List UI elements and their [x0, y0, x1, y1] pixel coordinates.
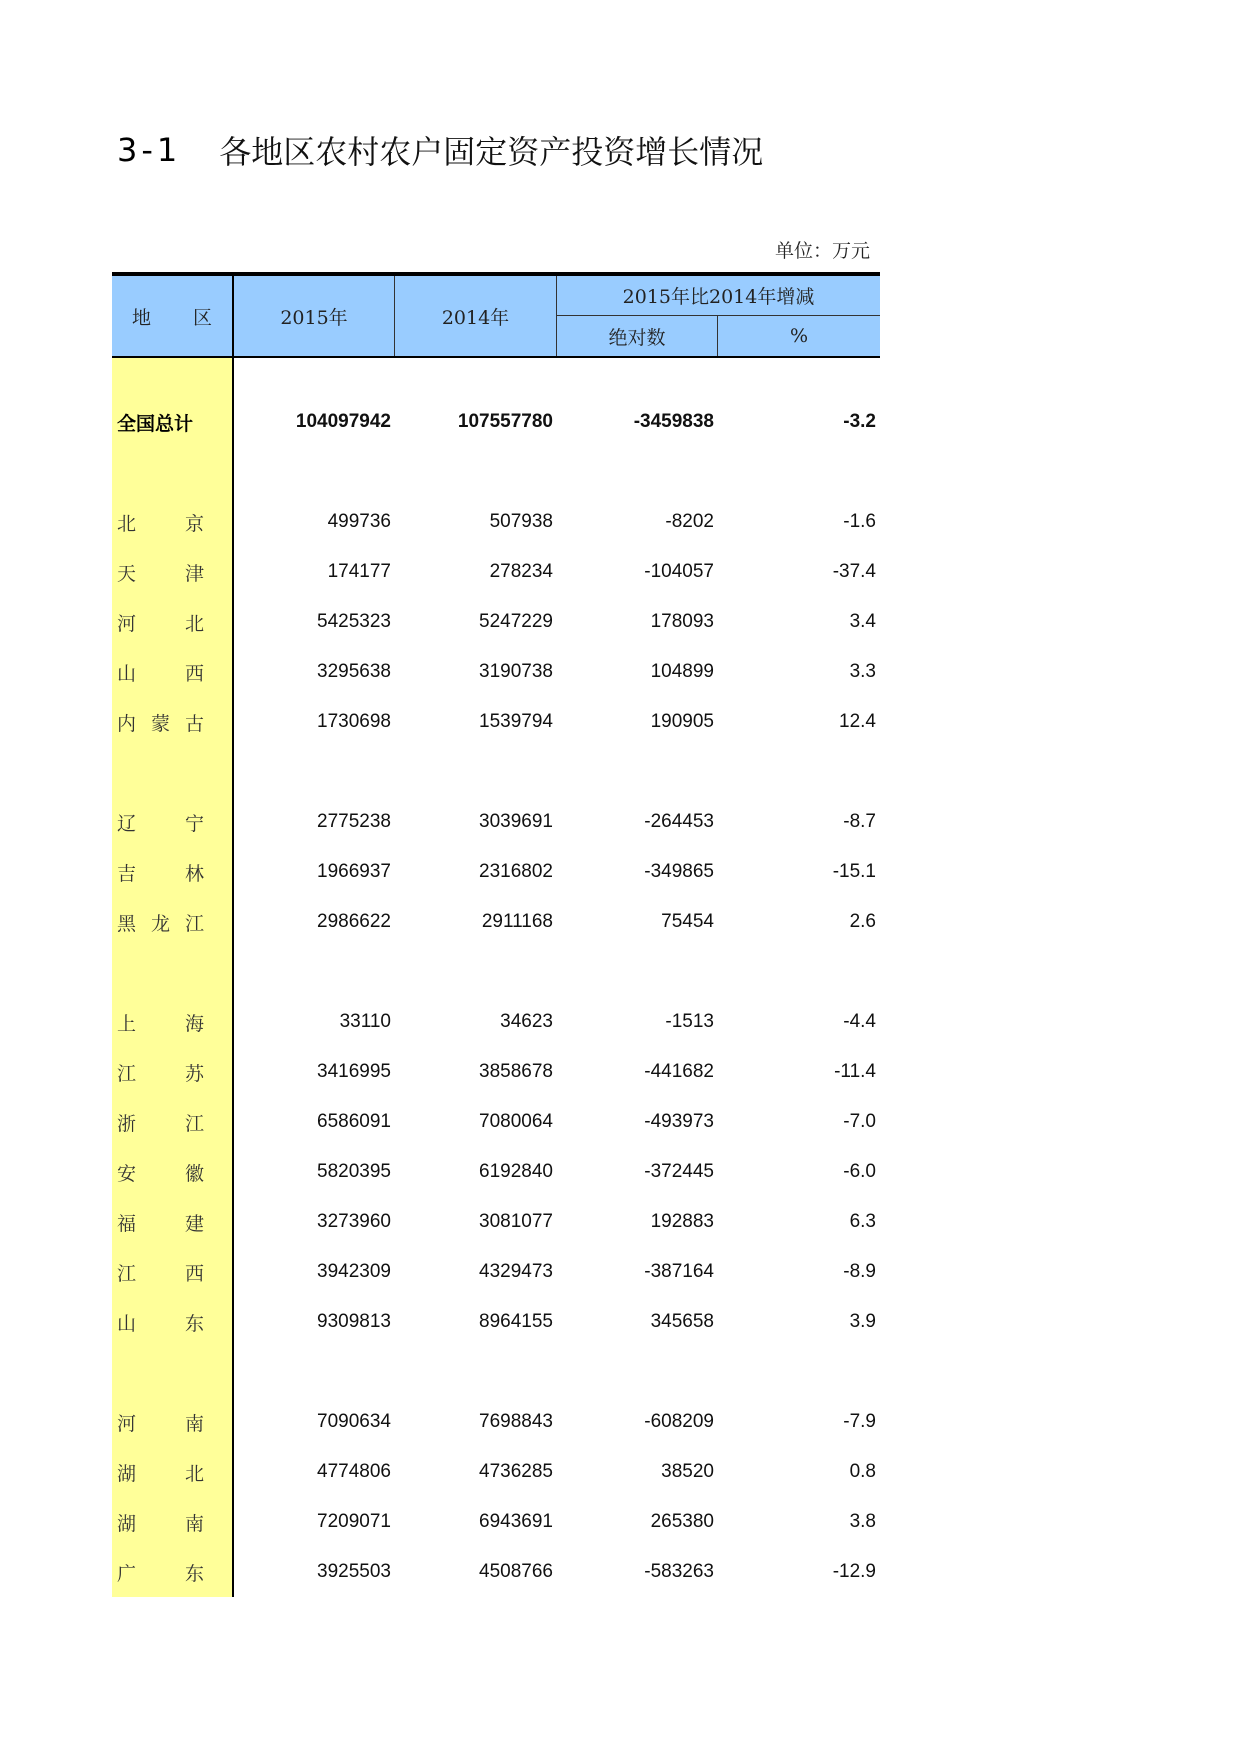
- table-cell: 3039691: [479, 811, 553, 832]
- region-name-char: 天: [117, 562, 137, 585]
- table-cell: 33110: [339, 1011, 391, 1032]
- table-cell: 265380: [650, 1511, 714, 1532]
- header-change: 2015年比2014年增减: [557, 276, 880, 316]
- page-title: [117, 128, 763, 172]
- region-name: [112, 1559, 234, 1586]
- spacer-row: [112, 1347, 880, 1397]
- table-cell: -1513: [665, 1011, 714, 1032]
- table-cell: -104057: [644, 561, 714, 582]
- region-name: [112, 559, 234, 586]
- table-cell: 3273960: [317, 1211, 391, 1232]
- region-name-char: 建: [184, 1212, 204, 1235]
- table-cell: 8964155: [479, 1311, 553, 1332]
- region-name-char: 江: [117, 1062, 137, 1085]
- table-row: [112, 1397, 880, 1447]
- region-name-char: 山: [117, 662, 137, 685]
- region-name-char: 苏: [184, 1062, 204, 1085]
- region-name-char: 辽: [117, 812, 137, 835]
- region-name: [112, 809, 234, 836]
- table-cell: -6.0: [843, 1161, 876, 1182]
- region-name-char: 徽: [184, 1162, 204, 1185]
- region-name-char: 东: [184, 1562, 204, 1585]
- table-cell: 6192840: [479, 1161, 553, 1182]
- region-name-char: 湖: [117, 1462, 137, 1485]
- region-name-char: 北: [184, 1462, 204, 1485]
- table-cell: 6586091: [317, 1111, 391, 1132]
- region-name-char: 蒙: [150, 712, 170, 735]
- table-cell: 3081077: [479, 1211, 553, 1232]
- table-cell: 5425323: [317, 611, 391, 632]
- table-cell: 1966937: [317, 861, 391, 882]
- region-name: [112, 709, 234, 736]
- region-name-char: 津: [184, 562, 204, 585]
- table-cell: -1.6: [843, 511, 876, 532]
- table-cell: 38520: [661, 1461, 714, 1482]
- region-name-char: 山: [117, 1312, 137, 1335]
- table-row: [112, 797, 880, 847]
- header-region-char: 区: [193, 306, 213, 329]
- region-name: 全国总计: [117, 412, 194, 435]
- table-cell: 7209071: [317, 1511, 391, 1532]
- table-cell: 192883: [650, 1211, 714, 1232]
- table-cell: 9309813: [317, 1311, 391, 1332]
- table-cell: 4736285: [479, 1461, 553, 1482]
- table-row: [112, 1097, 880, 1147]
- table-row: [112, 497, 880, 547]
- data-table: [112, 272, 880, 1597]
- table-row: [112, 1197, 880, 1247]
- total-row: [112, 397, 880, 447]
- table-cell: 278234: [489, 561, 553, 582]
- table-cell: 7698843: [479, 1411, 553, 1432]
- table-row: [112, 1447, 880, 1497]
- table-body: [112, 358, 880, 1597]
- region-name-char: 黑: [117, 912, 137, 935]
- table-cell: -11.4: [834, 1061, 876, 1082]
- region-name: [112, 1259, 234, 1286]
- table-title: 各地区农村农户固定资产投资增长情况: [219, 133, 764, 171]
- region-name: [112, 609, 234, 636]
- table-cell: 3858678: [479, 1061, 553, 1082]
- table-cell: 1730698: [317, 711, 391, 732]
- region-name-char: 广: [117, 1562, 137, 1585]
- table-cell: 3416995: [317, 1061, 391, 1082]
- table-cell: 3.9: [849, 1311, 876, 1332]
- region-name-char: 西: [184, 1262, 204, 1285]
- region-name: [112, 1459, 234, 1486]
- table-cell: 2911168: [481, 911, 553, 932]
- header-percent: %: [789, 325, 809, 347]
- unit-label: 单位：万元: [775, 240, 871, 262]
- spacer-row: [112, 447, 880, 497]
- table-cell: 4329473: [479, 1261, 553, 1282]
- region-name: [112, 509, 234, 536]
- table-cell: 2775238: [317, 811, 391, 832]
- table-row: [112, 1297, 880, 1347]
- table-cell: 4508766: [479, 1561, 553, 1582]
- table-cell: -387164: [644, 1261, 714, 1282]
- table-cell: 507938: [489, 511, 553, 532]
- table-cell: -372445: [644, 1161, 714, 1182]
- region-name-char: 北: [184, 612, 204, 635]
- table-cell: 0.8: [849, 1461, 876, 1482]
- table-row: [112, 847, 880, 897]
- region-name-char: 上: [117, 1012, 137, 1035]
- table-cell: -4.4: [843, 1011, 876, 1032]
- table-header: [112, 272, 880, 358]
- table-cell: 12.4: [839, 711, 876, 732]
- region-name-char: 内: [117, 712, 137, 735]
- table-cell: 3925503: [317, 1561, 391, 1582]
- region-name-char: 吉: [117, 862, 137, 885]
- table-cell: 34623: [500, 1011, 553, 1032]
- header-absolute: 绝对数: [557, 316, 718, 356]
- table-cell: -8.9: [843, 1261, 876, 1282]
- region-name-char: 浙: [117, 1112, 137, 1135]
- table-row: [112, 697, 880, 747]
- table-cell: 3295638: [317, 661, 391, 682]
- region-name-char: 南: [184, 1512, 204, 1535]
- table-cell: 190905: [650, 711, 714, 732]
- header-region: [112, 276, 234, 356]
- table-cell: 104097942: [295, 411, 391, 432]
- table-cell: 3.4: [849, 611, 876, 632]
- table-row: [112, 897, 880, 947]
- region-name: [112, 859, 234, 886]
- region-name: [112, 1009, 234, 1036]
- table-cell: -8.7: [843, 811, 876, 832]
- table-row: [112, 1147, 880, 1197]
- region-name-char: 江: [184, 1112, 204, 1135]
- table-cell: -608209: [644, 1411, 714, 1432]
- region-name: [112, 909, 234, 936]
- region-name-char: 河: [117, 1412, 137, 1435]
- table-cell: -37.4: [832, 561, 876, 582]
- table-cell: -349865: [644, 861, 714, 882]
- table-row: [112, 597, 880, 647]
- region-name-char: 京: [184, 512, 204, 535]
- header-2014: 2014年: [395, 276, 557, 356]
- table-cell: -3.2: [843, 411, 876, 432]
- table-cell: -15.1: [832, 861, 876, 882]
- table-row: [112, 1047, 880, 1097]
- table-cell: 174177: [327, 561, 391, 582]
- table-cell: -3459838: [633, 411, 714, 432]
- table-cell: -12.9: [832, 1561, 876, 1582]
- table-cell: 3190738: [479, 661, 553, 682]
- table-cell: 5820395: [317, 1161, 391, 1182]
- region-name-char: 古: [184, 712, 204, 735]
- region-name-char: 北: [117, 512, 137, 535]
- table-cell: 7080064: [479, 1111, 553, 1132]
- table-cell: -583263: [644, 1561, 714, 1582]
- region-name-char: 东: [184, 1312, 204, 1335]
- table-row: [112, 547, 880, 597]
- region-name-char: 福: [117, 1212, 137, 1235]
- table-cell: 1539794: [479, 711, 553, 732]
- table-cell: -8202: [665, 511, 714, 532]
- table-cell: -493973: [644, 1111, 714, 1132]
- region-name-char: 宁: [184, 812, 204, 835]
- table-cell: 75454: [661, 911, 714, 932]
- region-name: [112, 659, 234, 686]
- region-name-char: 林: [184, 862, 204, 885]
- table-cell: 107557780: [457, 411, 553, 432]
- table-row: [112, 1497, 880, 1547]
- region-name: [112, 1209, 234, 1236]
- region-name: [112, 1309, 234, 1336]
- table-cell: -7.9: [843, 1411, 876, 1432]
- table-cell: 2.6: [849, 911, 876, 932]
- table-cell: 178093: [650, 611, 714, 632]
- table-row: [112, 647, 880, 697]
- table-cell: 7090634: [317, 1411, 391, 1432]
- spacer-row: [112, 947, 880, 997]
- table-cell: 3.3: [849, 661, 876, 682]
- table-cell: -7.0: [843, 1111, 876, 1132]
- region-name: [112, 1409, 234, 1436]
- region-name-char: 江: [117, 1262, 137, 1285]
- table-row: [112, 1247, 880, 1297]
- table-cell: 4774806: [317, 1461, 391, 1482]
- spacer-row: [112, 358, 880, 397]
- table-cell: 104899: [650, 661, 714, 682]
- table-row: [112, 997, 880, 1047]
- spacer-row: [112, 747, 880, 797]
- table-cell: 345658: [650, 1311, 714, 1332]
- region-name-char: 龙: [150, 912, 170, 935]
- region-name: [112, 1059, 234, 1086]
- header-region-char: 地: [132, 306, 152, 329]
- table-cell: 3942309: [317, 1261, 391, 1282]
- region-name-char: 海: [184, 1012, 204, 1035]
- region-name-char: 南: [184, 1412, 204, 1435]
- table-cell: 2316802: [479, 861, 553, 882]
- table-cell: 3.8: [849, 1511, 876, 1532]
- header-2015: 2015年: [234, 276, 395, 356]
- region-name-char: 西: [184, 662, 204, 685]
- region-name-char: 江: [184, 912, 204, 935]
- region-name-char: 安: [117, 1162, 137, 1185]
- table-number: 3-1: [117, 131, 182, 169]
- table-cell: -441682: [644, 1061, 714, 1082]
- region-name-char: 湖: [117, 1512, 137, 1535]
- region-name-char: 河: [117, 612, 137, 635]
- table-cell: 5247229: [479, 611, 553, 632]
- table-cell: 6943691: [479, 1511, 553, 1532]
- region-name: [112, 1159, 234, 1186]
- region-name: [112, 1109, 234, 1136]
- table-row: [112, 1547, 880, 1597]
- region-name: [112, 1509, 234, 1536]
- table-cell: -264453: [644, 811, 714, 832]
- table-cell: 2986622: [317, 911, 391, 932]
- table-cell: 6.3: [849, 1211, 876, 1232]
- table-cell: 499736: [327, 511, 391, 532]
